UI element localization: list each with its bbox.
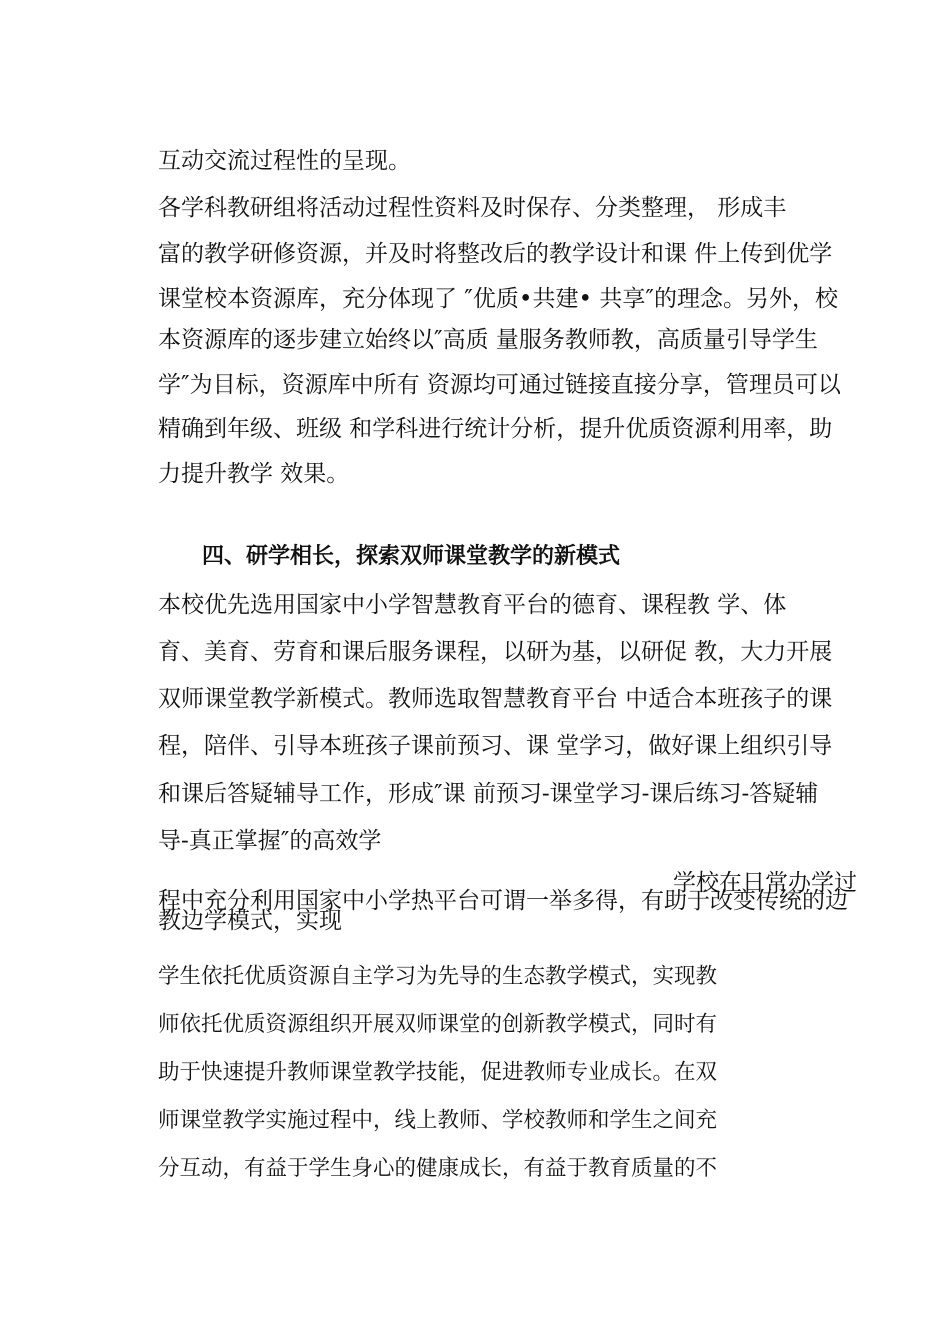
paragraph-line: 导-真正掌握″的高效学	[158, 828, 382, 854]
paragraph-line: 双师课堂教学新模式。教师选取智慧教育平台 中适合本班孩子的课	[158, 686, 833, 712]
paragraph-line: 互动交流过程性的呈现。	[158, 148, 411, 174]
paragraph-line: 精确到年级、班级 和学科进行统计分析，提升优质资源利用率，助	[158, 416, 833, 442]
paragraph-line: 富的教学研修资源，并及时将整改后的教学设计和课 件上传到优学	[158, 241, 833, 267]
paragraph-line: 师依托优质资源组织开展双师课堂的创新教学模式，同时有	[158, 1012, 718, 1037]
overlapping-text-main: 程中充分利用国家中小学热平台可谓一举多得，有助于改变传统的边	[158, 888, 848, 914]
section-heading: 四、研学相长，探索双师课堂教学的新模式	[202, 544, 621, 569]
paragraph-line: 助于快速提升教师课堂教学技能，促进教师专业成长。在双	[158, 1060, 718, 1085]
paragraph-line: 师课堂教学实施过程中，线上教师、学校教师和学生之间充	[158, 1108, 718, 1133]
paragraph-line: 各学科教研组将活动过程性资料及时保存、分类整理， 形成丰	[158, 195, 787, 221]
paragraph-line: 程，陪伴、引导本班孩子课前预习、课 堂学习，做好课上组织引导	[158, 733, 833, 759]
overlapping-text-right: 学校在日常办学过	[673, 870, 857, 896]
paragraph-line: 分互动，有益于学生身心的健康成长，有益于教育质量的不	[158, 1156, 718, 1181]
paragraph-line: 学″为目标，资源库中所有 资源均可通过链接直接分享，管理员可以	[158, 372, 841, 398]
paragraph-line: 本资源库的逐步建立始终以″高质 量服务教师教，高质量引导学生	[158, 327, 818, 353]
paragraph-line: 课堂校本资源库，充分体现了 ″优质•共建• 共享″的理念。另外，校	[158, 286, 838, 312]
overlapping-text-tail: 教边学模式，实现	[158, 908, 342, 934]
paragraph-line: 力提升教学 效果。	[158, 461, 350, 487]
paragraph-line: 本校优先选用国家中小学智慧教育平台的德育、课程教 学、体	[158, 592, 787, 618]
paragraph-line: 和课后答疑辅导工作，形成″课 前预习-课堂学习-课后练习-答疑辅	[158, 781, 819, 807]
paragraph-line: 育、美育、劳育和课后服务课程，以研为基，以研促 教，大力开展	[158, 639, 833, 665]
paragraph-line: 学生依托优质资源自主学习为先导的生态教学模式，实现教	[158, 964, 718, 989]
